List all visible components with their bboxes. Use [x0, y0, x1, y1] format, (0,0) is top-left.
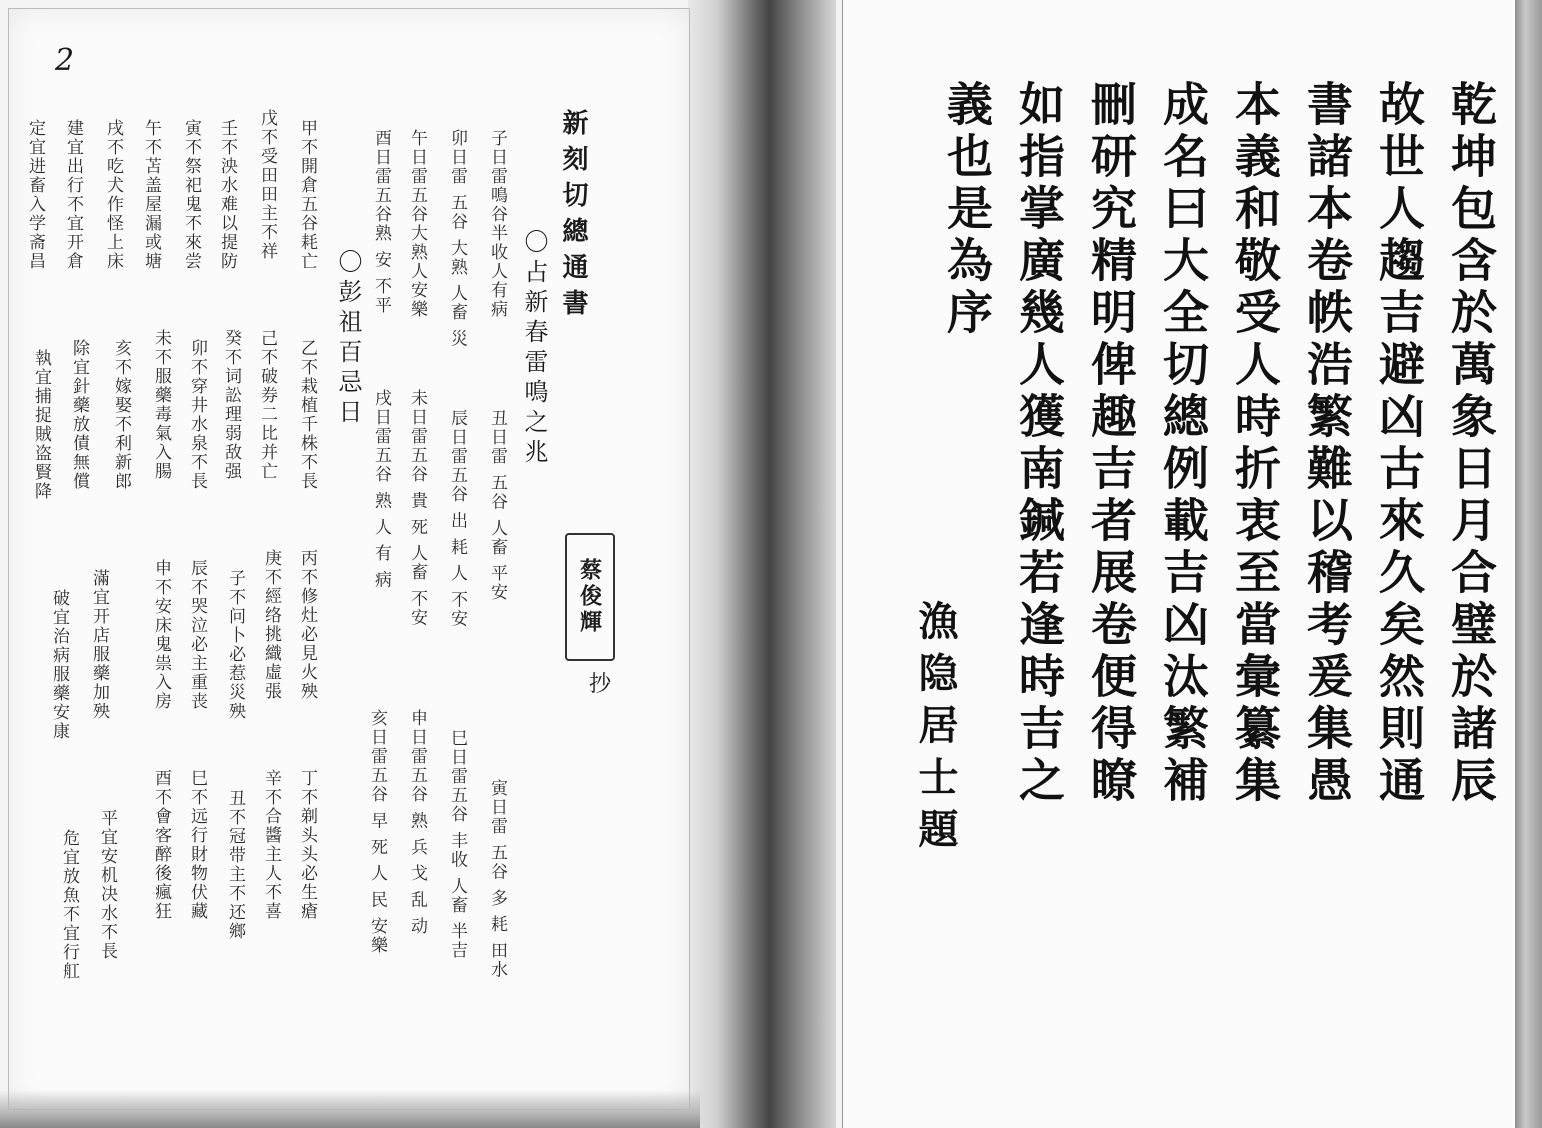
preface-line: 書諸本卷帙浩繁難以稽考爰集愚 [1300, 80, 1354, 808]
pengzu-entry: 卯不穿井水泉不長 [187, 339, 207, 491]
thunder-entry: 巳日雷五谷 丰收 人畜 半吉 [447, 729, 467, 961]
thunder-entry: 子日雷鳴谷半收人有病 [487, 129, 507, 319]
pengzu-entry: 巳不远行財物伏藏 [187, 769, 207, 921]
pengzu-entry: 戌不吃犬作怪上床 [103, 119, 123, 271]
daily-entry: 除宜針藥放債無償 [69, 339, 89, 491]
daily-entry: 破宜治病服藥安康 [49, 589, 69, 741]
daily-entry: 建宜出行不宜开倉 [63, 119, 83, 271]
thunder-entry: 寅日雷 五谷 多 耗 田水 [487, 779, 507, 980]
pengzu-entry: 壬不泱水难以提防 [217, 119, 237, 271]
pengzu-entry: 庚不經络挑織虛張 [261, 549, 281, 701]
pengzu-entry: 酉不會客醉後瘋狂 [151, 769, 171, 921]
right-page [842, 0, 1515, 1128]
daily-entry: 執宜捕捉賊盗賢降 [31, 349, 51, 501]
page-number: 2 [55, 43, 75, 78]
left-page [8, 8, 690, 1110]
preface-line: 乾坤包含於萬象日月合璧於諸辰 [1444, 80, 1498, 808]
pengzu-entry: 亥不嫁娶不利新郎 [111, 339, 131, 491]
pengzu-entry: 戊不受田田主不祥 [257, 109, 277, 261]
thunder-entry: 酉日雷五谷熟 安 不平 [371, 129, 391, 315]
book-gutter [688, 0, 836, 1128]
pengzu-entry: 申不安床鬼祟入房 [151, 559, 171, 711]
pengzu-entry: 乙不栽植千株不長 [297, 339, 317, 491]
pengzu-entry: 丙不修灶必見火殃 [297, 549, 317, 701]
thunder-entry: 申日雷五谷 熟 兵 戈 乱 动 [407, 709, 427, 937]
preface-line: 義也是為序 [940, 80, 994, 340]
pengzu-entry: 子不问卜必惹災殃 [225, 569, 245, 721]
thunder-entry: 辰日雷五谷 出 耗 人 不安 [447, 409, 467, 629]
pengzu-entry: 丁不剃头头必生瘡 [297, 769, 317, 921]
daily-entry: 定宜进畜入学斋昌 [25, 119, 45, 271]
scan-shadow [0, 1090, 700, 1128]
preface-line: 如指掌廣幾人獲南鍼若逢時吉之 [1012, 80, 1066, 808]
pengzu-entry: 甲不開倉五谷耗亡 [297, 119, 317, 271]
copy-mark: 抄 [589, 672, 612, 697]
thunder-entry: 未日雷五谷 貴 死 人畜 不安 [407, 389, 427, 628]
thunder-entry: 丑日雷 五谷 人畜 平安 [487, 409, 507, 603]
preface-line: 成名曰大全切總例載吉凶汰繁補 [1156, 80, 1210, 808]
pengzu-entry: 午不苫盖屋漏或塘 [141, 119, 161, 271]
daily-entry: 危宜放魚不宜行舡 [59, 829, 79, 981]
book-title: 新刻切總通書 [558, 109, 588, 325]
thunder-entry: 亥日雷五谷 早 死 人 民 安樂 [367, 709, 387, 956]
pengzu-entry: 未不服藥毒氣入腸 [151, 329, 171, 481]
daily-entry: 平宜安机决水不長 [97, 809, 117, 961]
pengzu-entry: 癸不词訟理弱敌强 [221, 329, 241, 481]
pengzu-entry: 丑不冠带主不还鄉 [225, 789, 245, 941]
thunder-entry: 午日雷五谷大熟人安樂 [407, 129, 427, 319]
preface-line: 刪研究精明俾趣吉者展卷便得瞭 [1084, 80, 1138, 808]
pengzu-entry: 辰不哭泣必主重丧 [187, 559, 207, 711]
daily-entry: 滿宜开店服藥加殃 [89, 569, 109, 721]
page-edge [1514, 0, 1542, 1128]
pengzu-heading: 〇彭祖百忌日 [334, 249, 362, 429]
seal-stamp: 蔡俊輝 [565, 533, 615, 661]
thunder-entry: 卯日雷 五谷 大熟 人畜 災 [447, 129, 467, 349]
preface-line: 故世人趨吉避凶古來久矣然則通 [1372, 80, 1426, 808]
pengzu-entry: 寅不祭祀鬼不來尝 [181, 119, 201, 271]
signature: 漁隐居士題 [912, 600, 959, 860]
thunder-entry: 戌日雷五谷 熟 人 有 病 [371, 389, 391, 590]
pengzu-entry: 辛不合醬主人不喜 [261, 769, 281, 921]
pengzu-entry: 己不破券二比并亡 [257, 329, 277, 481]
thunder-heading: 〇占新春雷鳴之兆 [520, 229, 548, 469]
preface-line: 本義和敬受人時折衷至當彙纂集 [1228, 80, 1282, 808]
